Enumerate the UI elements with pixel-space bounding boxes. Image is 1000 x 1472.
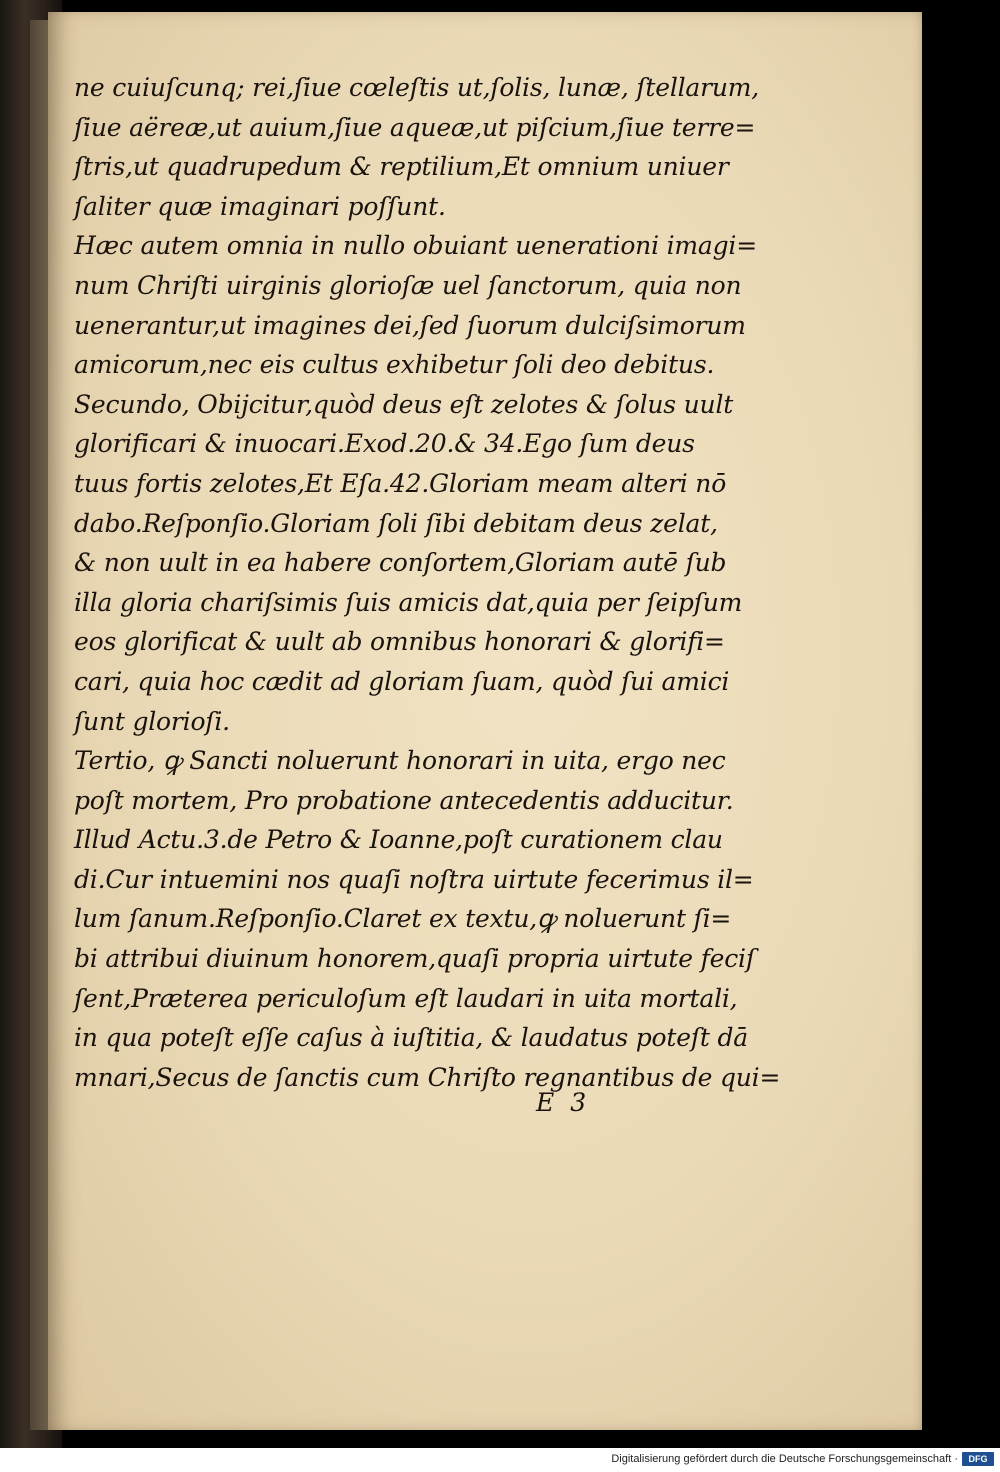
text-line: eos glorificat & uult ab omnibus honorari & glorifi= <box>74 627 725 657</box>
text-line: ſunt glorioſi. <box>74 706 230 736</box>
text-line: ſiue aëreæ,ut auium,ſiue aqueæ,ut piſcium,ſiue terre= <box>74 112 756 142</box>
text-line: ne cuiuſcunq; rei,ſiue cœleſtis ut,ſolis, lunæ, ſtellarum, <box>74 73 760 102</box>
text-line: amicorum,nec eis cultus exhibetur ſoli deo debitus. <box>74 350 715 380</box>
text-line: bi attribui diuinum honorem,quaſi propria uirtute feciſ <box>74 944 755 974</box>
text-line: ſtris,ut quadrupedum & reptilium,Et omnium uniuer <box>74 152 729 182</box>
text-line: di.Cur intuemini nos quaſi noſtra uirtute fecerimus il= <box>74 864 754 894</box>
text-line: Secundo, Obijcitur,quòd deus eſt zelotes & ſolus uult <box>74 389 734 419</box>
text-line: & non uult in ea habere conſortem,Gloriam autē ſub <box>74 548 727 578</box>
text-line: Illud Actu.3.de Petro & Ioanne,poſt curationem clau <box>74 825 723 855</box>
book-page <box>48 12 922 1430</box>
text-line: Tertio, ꝙ Sancti noluerunt honorari in uita, ergo nec <box>74 746 726 776</box>
text-line: uenerantur,ut imagines dei,ſed ſuorum dulciſsimorum <box>74 310 746 340</box>
text-line: mnari,Secus de ſanctis cum Chriſto regnantibus de qui= <box>74 1062 781 1092</box>
text-line: tuus fortis zelotes,Et Eſa.42.Gloriam meam alteri nō <box>74 468 727 498</box>
text-line: illa gloria chariſsimis ſuis amicis dat,quia per ſeipſum <box>74 587 743 617</box>
text-line: ſaliter quæ imaginari poſſunt. <box>74 191 446 221</box>
dfg-logo-icon: DFG <box>962 1452 994 1466</box>
funding-credit: Digitalisierung gefördert durch die Deutsche Forschungsgemeinschaft · <box>611 1453 958 1465</box>
text-line: glorificari & inuocari.Exod.20.& 34.Ego ſum deus <box>74 429 695 459</box>
text-line: num Chriſti uirginis glorioſæ uel ſanctorum, quia non <box>74 270 742 300</box>
text-line: cari, quia hoc cædit ad gloriam ſuam, quòd ſui amici <box>74 666 730 696</box>
text-line: poſt mortem, Pro probatione antecedentis adducitur. <box>74 785 734 815</box>
text-line: Hæc autem omnia in nullo obuiant uenerationi imagi= <box>74 231 757 261</box>
text-line: ſent,Præterea periculoſum eſt laudari in uita mortali, <box>74 983 738 1013</box>
text-line: dabo.Reſponſio.Gloriam ſoli ſibi debitam deus zelat, <box>74 508 718 538</box>
signature-mark: E 3 <box>536 1088 587 1117</box>
text-line: in qua poteſt eſſe caſus à iuſtitia, & laudatus poteſt dā <box>74 1023 748 1053</box>
page-text-block <box>74 68 794 1097</box>
text-line: lum ſanum.Reſponſio.Claret ex textu,ꝙ noluerunt ſi= <box>74 904 732 934</box>
